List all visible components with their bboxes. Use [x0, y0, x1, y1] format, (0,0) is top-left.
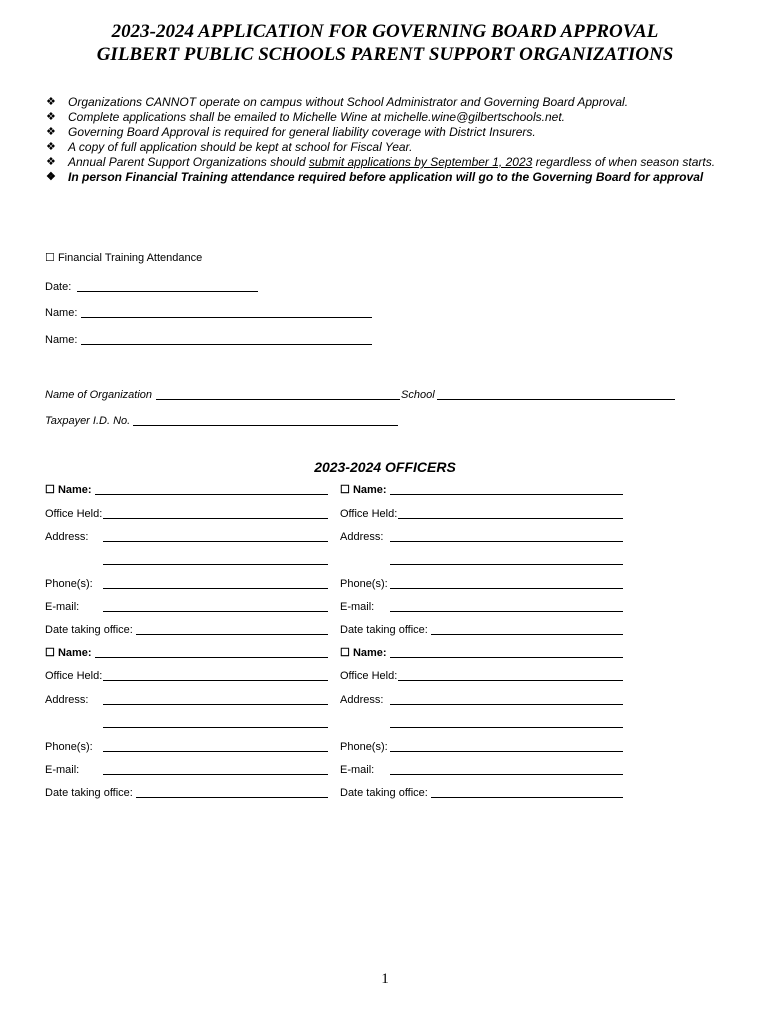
- address-field-1[interactable]: [103, 704, 328, 705]
- address-label: Address:: [340, 531, 384, 543]
- date-office-field[interactable]: [136, 797, 328, 798]
- checkbox-icon[interactable]: ☐: [45, 484, 55, 496]
- instruction-text: A copy of full application should be kept at school for Fiscal Year.: [68, 140, 413, 154]
- title-line-2: GILBERT PUBLIC SCHOOLS PARENT SUPPORT ORGANIZATIONS: [96, 44, 674, 65]
- email-field[interactable]: [103, 774, 328, 775]
- office-held-field[interactable]: [103, 680, 328, 681]
- email-label: E-mail:: [340, 764, 375, 776]
- list-item: [46, 140, 726, 155]
- list-item: [46, 95, 726, 110]
- instruction-text: Organizations CANNOT operate on campus without School Administrator and Governing Board Approval.: [68, 95, 629, 109]
- instruction-text: regardless of when season starts.: [532, 155, 716, 169]
- list-item: [46, 155, 726, 170]
- date-office-field[interactable]: [431, 797, 623, 798]
- office-held-field[interactable]: [103, 518, 328, 519]
- list-item: [46, 125, 726, 140]
- checkbox-icon[interactable]: ☐: [340, 484, 350, 496]
- officer-name-field[interactable]: [95, 657, 328, 658]
- email-label: E-mail:: [340, 601, 375, 613]
- diamond-bullet-icon: ❖: [46, 141, 56, 153]
- training-name-label-1: Name:: [45, 307, 78, 319]
- address-label: Address:: [45, 531, 89, 543]
- diamond-bullet-icon: ❖: [46, 126, 56, 138]
- office-held-label: Office Held:: [340, 508, 398, 520]
- email-field[interactable]: [390, 774, 623, 775]
- training-date-field[interactable]: [77, 291, 258, 292]
- training-name-field-1[interactable]: [81, 317, 372, 318]
- office-held-field[interactable]: [398, 518, 623, 519]
- instruction-text: In person Financial Training attendance required before application will go to the Governing Board for approval: [68, 170, 704, 184]
- diamond-bullet-icon: ❖: [46, 156, 56, 168]
- date-office-field[interactable]: [136, 634, 328, 635]
- school-field[interactable]: [437, 399, 675, 400]
- officer-name-label: ☐ Name:: [340, 647, 387, 659]
- diamond-bullet-icon: ❖: [46, 111, 56, 123]
- checkbox-icon[interactable]: ☐: [45, 252, 55, 264]
- title-line-1: 2023-2024 APPLICATION FOR GOVERNING BOARD APPROVAL: [111, 21, 659, 42]
- date-office-label: Date taking office:: [45, 624, 133, 636]
- phone-label: Phone(s):: [45, 741, 93, 753]
- org-name-field[interactable]: [156, 399, 400, 400]
- org-name-label: Name of Organization: [45, 389, 152, 401]
- taxpayer-label: Taxpayer I.D. No.: [45, 415, 131, 427]
- instructions-list: [46, 95, 726, 185]
- office-held-label: Office Held:: [340, 670, 398, 682]
- address-label: Address:: [45, 694, 89, 706]
- checkbox-icon[interactable]: ☐: [45, 647, 55, 659]
- diamond-bullet-icon: ❖: [46, 96, 56, 108]
- phone-field[interactable]: [103, 588, 328, 589]
- office-held-label: Office Held:: [45, 670, 103, 682]
- training-label: Financial Training Attendance: [57, 252, 203, 264]
- address-field-2[interactable]: [390, 564, 623, 565]
- deadline-text: submit applications by September 1, 2023: [308, 155, 533, 169]
- phone-field[interactable]: [390, 751, 623, 752]
- officers-title: 2023-2024 OFFICERS: [314, 459, 456, 475]
- office-held-label: Office Held:: [45, 508, 103, 520]
- school-label: School: [401, 389, 435, 401]
- instruction-text: Governing Board Approval is required for general liability coverage with District Insurers.: [68, 125, 536, 139]
- training-name-label-2: Name:: [45, 334, 78, 346]
- address-field-1[interactable]: [103, 541, 328, 542]
- list-item: [46, 170, 726, 185]
- address-field-2[interactable]: [390, 727, 623, 728]
- phone-field[interactable]: [390, 588, 623, 589]
- training-name-field-2[interactable]: [81, 344, 372, 345]
- address-field-2[interactable]: [103, 727, 328, 728]
- date-office-field[interactable]: [431, 634, 623, 635]
- email-field[interactable]: [390, 611, 623, 612]
- phone-label: Phone(s):: [340, 578, 388, 590]
- list-item: [46, 110, 726, 125]
- office-held-field[interactable]: [398, 680, 623, 681]
- phone-label: Phone(s):: [45, 578, 93, 590]
- checkbox-icon[interactable]: ☐: [340, 647, 350, 659]
- diamond-bullet-icon: ❖: [46, 171, 56, 183]
- email-label: E-mail:: [45, 764, 80, 776]
- officer-name-field[interactable]: [95, 494, 328, 495]
- officer-name-label: ☐ Name:: [45, 484, 92, 496]
- officer-name-field[interactable]: [390, 657, 623, 658]
- address-field-1[interactable]: [390, 704, 623, 705]
- address-label: Address:: [340, 694, 384, 706]
- email-label: E-mail:: [45, 601, 80, 613]
- taxpayer-field[interactable]: [133, 425, 398, 426]
- instruction-text: Complete applications shall be emailed to Michelle Wine at michelle.wine@gilbertschools.net.: [68, 110, 565, 124]
- phone-label: Phone(s):: [340, 741, 388, 753]
- address-field-1[interactable]: [390, 541, 623, 542]
- training-checkbox-row[interactable]: [45, 251, 202, 265]
- date-office-label: Date taking office:: [45, 787, 133, 799]
- email-field[interactable]: [103, 611, 328, 612]
- instruction-text: Annual Parent Support Organizations should: [68, 155, 309, 169]
- date-office-label: Date taking office:: [340, 624, 428, 636]
- officer-name-label: ☐ Name:: [45, 647, 92, 659]
- phone-field[interactable]: [103, 751, 328, 752]
- officer-name-label: ☐ Name:: [340, 484, 387, 496]
- date-office-label: Date taking office:: [340, 787, 428, 799]
- address-field-2[interactable]: [103, 564, 328, 565]
- training-date-label: Date:: [45, 281, 72, 293]
- page-number: 1: [381, 971, 389, 987]
- officer-name-field[interactable]: [390, 494, 623, 495]
